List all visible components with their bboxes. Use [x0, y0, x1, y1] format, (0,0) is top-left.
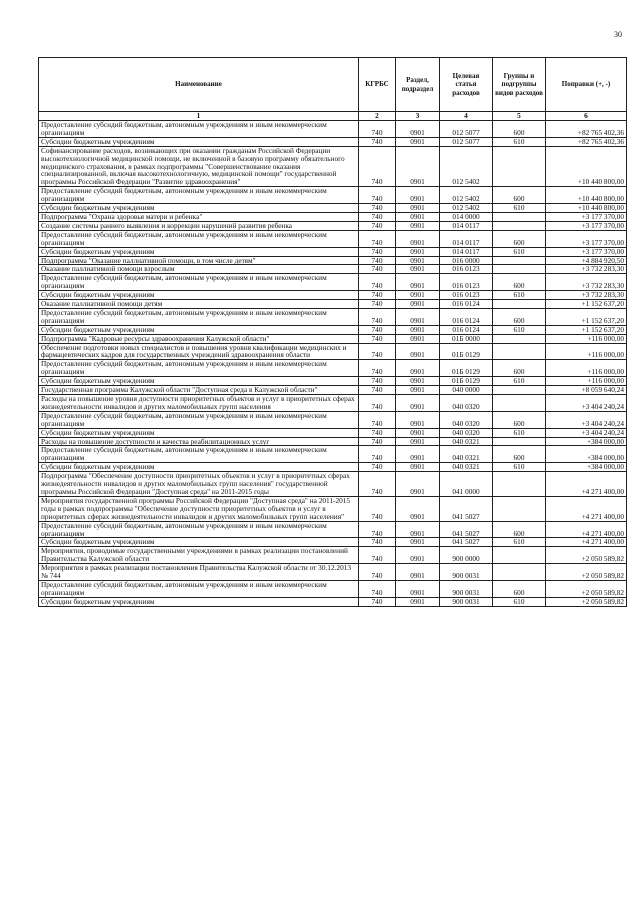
row-vr: 600: [493, 308, 546, 325]
row-razdel: 0901: [396, 247, 440, 256]
row-vr: [493, 496, 546, 521]
row-name: Субсидии бюджетным учреждениям: [39, 291, 359, 300]
row-amount: +116 000,00: [546, 343, 627, 360]
row-kgrbs: 740: [359, 472, 396, 497]
row-name: Субсидии бюджетным учреждениям: [39, 325, 359, 334]
row-kgrbs: 740: [359, 247, 396, 256]
row-amount: +3 177 370,00: [546, 247, 627, 256]
header-row: [39, 58, 627, 112]
row-name: Мероприятия государственной программы Российской Федерации "Доступная среда" на 2011-2015 годы в рамках подпрограммы "Обеспечение доступности приоритетных объектов и услуг в приоритетных сферах жизнедеятельности инвалидов и других маломобильных групп населения": [39, 496, 359, 521]
row-amount: +2 050 589,82: [546, 547, 627, 564]
row-vr: 610: [493, 538, 546, 547]
row-amount: +3 404 240,24: [546, 428, 627, 437]
table-row: [39, 446, 627, 463]
column-number: 4: [440, 112, 493, 121]
row-razdel: 0901: [396, 564, 440, 581]
row-razdel: 0901: [396, 187, 440, 204]
row-razdel: 0901: [396, 121, 440, 138]
row-csr: 900 0031: [440, 580, 493, 597]
row-name: Создание системы раннего выявления и коррекции нарушений развития ребенка: [39, 221, 359, 230]
row-csr: 012 5402: [440, 146, 493, 187]
row-name: Субсидии бюджетным учреждениям: [39, 377, 359, 386]
table-row: [39, 597, 627, 606]
table-row: [39, 386, 627, 395]
row-kgrbs: 740: [359, 204, 396, 213]
row-razdel: 0901: [396, 472, 440, 497]
row-vr: [493, 334, 546, 343]
row-vr: [493, 300, 546, 309]
row-kgrbs: 740: [359, 291, 396, 300]
table-row: [39, 187, 627, 204]
row-name: Мероприятия, проводимые государственными учреждениями в рамках реализации постановлений Правительства Калужской области: [39, 547, 359, 564]
row-amount: +4 271 400,00: [546, 538, 627, 547]
row-csr: 040 0321: [440, 463, 493, 472]
row-csr: 040 0321: [440, 446, 493, 463]
row-vr: 610: [493, 377, 546, 386]
header-razdel: Раздел, подраздел: [396, 58, 440, 112]
row-razdel: 0901: [396, 521, 440, 538]
row-name: Субсидии бюджетным учреждениям: [39, 597, 359, 606]
row-razdel: 0901: [396, 308, 440, 325]
row-name: Оказание паллиативной помощи взрослым: [39, 265, 359, 274]
row-amount: +3 732 283,30: [546, 291, 627, 300]
row-kgrbs: 740: [359, 547, 396, 564]
table-row: [39, 538, 627, 547]
row-razdel: 0901: [396, 204, 440, 213]
row-vr: [493, 564, 546, 581]
column-number: 2: [359, 112, 396, 121]
table-row: [39, 343, 627, 360]
row-csr: 041 5027: [440, 521, 493, 538]
row-csr: 040 0000: [440, 386, 493, 395]
row-amount: +3 404 240,24: [546, 411, 627, 428]
row-vr: [493, 146, 546, 187]
row-vr: 600: [493, 121, 546, 138]
row-csr: 040 0320: [440, 428, 493, 437]
table-row: [39, 121, 627, 138]
row-amount: +2 050 589,82: [546, 564, 627, 581]
row-razdel: 0901: [396, 343, 440, 360]
row-vr: [493, 547, 546, 564]
row-csr: 040 0320: [440, 395, 493, 412]
column-number: 6: [546, 112, 627, 121]
table-row: [39, 308, 627, 325]
row-csr: 016 0124: [440, 300, 493, 309]
row-name: Оказание паллиативной помощи детям: [39, 300, 359, 309]
row-kgrbs: 740: [359, 395, 396, 412]
row-kgrbs: 740: [359, 256, 396, 265]
table-row: [39, 395, 627, 412]
table-row: [39, 146, 627, 187]
row-csr: 900 0031: [440, 597, 493, 606]
row-kgrbs: 740: [359, 137, 396, 146]
row-amount: +116 000,00: [546, 377, 627, 386]
row-name: Предоставление субсидий бюджетным, автономным учреждениям и иным некоммерческим организациям: [39, 521, 359, 538]
header-amount: Поправки (+, -): [546, 58, 627, 112]
table-row: [39, 325, 627, 334]
row-kgrbs: 740: [359, 308, 396, 325]
row-vr: 610: [493, 291, 546, 300]
row-razdel: 0901: [396, 146, 440, 187]
row-csr: 900 0031: [440, 564, 493, 581]
row-csr: 016 0123: [440, 274, 493, 291]
row-csr: 041 5027: [440, 538, 493, 547]
table-row: [39, 580, 627, 597]
row-vr: 610: [493, 325, 546, 334]
page-number: 30: [614, 30, 622, 39]
row-name: Субсидии бюджетным учреждениям: [39, 428, 359, 437]
row-razdel: 0901: [396, 137, 440, 146]
row-vr: [493, 395, 546, 412]
row-amount: +1 152 637,20: [546, 308, 627, 325]
row-kgrbs: 740: [359, 463, 396, 472]
row-kgrbs: 740: [359, 564, 396, 581]
row-amount: +10 440 800,00: [546, 204, 627, 213]
row-name: Софинансирование расходов, возникающих при оказании гражданам Российской Федерации высокотехнологичной медицинской помощи, не включенной в базовую программу обязательного медицинского страхования, в рамках подпрограммы "Совершенствование оказания специализированной, включая высокотехнологичную, медицинской помощи" государственной программы Российской Федерации "Развитие здравоохранения": [39, 146, 359, 187]
row-csr: 012 5402: [440, 187, 493, 204]
row-name: Субсидии бюджетным учреждениям: [39, 247, 359, 256]
row-razdel: 0901: [396, 377, 440, 386]
row-vr: 600: [493, 274, 546, 291]
row-vr: 600: [493, 521, 546, 538]
header-vr: Группы и подгруппы видов расходов: [493, 58, 546, 112]
row-name: Подпрограмма "Кадровые ресурсы здравоохранения Калужской области": [39, 334, 359, 343]
row-name: Подпрограмма "Обеспечение доступности приоритетных объектов и услуг в приоритетных сферах жизнедеятельности инвалидов и других маломобильных групп населения" государственной программы Российской Федерации "Доступная среда" на 2011-2015 годы: [39, 472, 359, 497]
row-amount: +8 059 640,24: [546, 386, 627, 395]
row-kgrbs: 740: [359, 212, 396, 221]
row-vr: [493, 265, 546, 274]
row-amount: +82 765 402,36: [546, 121, 627, 138]
row-kgrbs: 740: [359, 343, 396, 360]
row-vr: [493, 437, 546, 446]
table-row: [39, 334, 627, 343]
row-amount: +4 271 400,00: [546, 496, 627, 521]
column-number-row: [39, 112, 627, 121]
row-csr: 016 0123: [440, 265, 493, 274]
row-vr: [493, 472, 546, 497]
row-vr: 610: [493, 137, 546, 146]
row-name: Предоставление субсидий бюджетным, автономным учреждениям и иным некоммерческим организациям: [39, 446, 359, 463]
table-row: [39, 230, 627, 247]
row-csr: 01Б 0129: [440, 377, 493, 386]
row-amount: +3 177 370,00: [546, 221, 627, 230]
row-amount: +1 152 637,20: [546, 325, 627, 334]
row-amount: +3 732 283,30: [546, 265, 627, 274]
row-csr: 900 0000: [440, 547, 493, 564]
row-kgrbs: 740: [359, 230, 396, 247]
row-kgrbs: 740: [359, 521, 396, 538]
row-amount: +3 732 283,30: [546, 274, 627, 291]
row-kgrbs: 740: [359, 377, 396, 386]
row-name: Субсидии бюджетным учреждениям: [39, 538, 359, 547]
row-csr: 012 5077: [440, 137, 493, 146]
row-amount: +3 177 370,00: [546, 230, 627, 247]
row-amount: +116 000,00: [546, 360, 627, 377]
row-csr: 016 0124: [440, 325, 493, 334]
row-kgrbs: 740: [359, 146, 396, 187]
row-razdel: 0901: [396, 446, 440, 463]
row-kgrbs: 740: [359, 274, 396, 291]
row-amount: +4 271 400,00: [546, 472, 627, 497]
row-razdel: 0901: [396, 325, 440, 334]
row-amount: +10 440 800,00: [546, 146, 627, 187]
row-kgrbs: 740: [359, 496, 396, 521]
row-vr: [493, 256, 546, 265]
row-name: Предоставление субсидий бюджетным, автономным учреждениям и иным некоммерческим организациям: [39, 121, 359, 138]
row-amount: +384 000,00: [546, 437, 627, 446]
header-kgrbs: КГРБС: [359, 58, 396, 112]
row-amount: +4 884 920,50: [546, 256, 627, 265]
row-kgrbs: 740: [359, 538, 396, 547]
row-razdel: 0901: [396, 428, 440, 437]
row-csr: 014 0117: [440, 230, 493, 247]
row-razdel: 0901: [396, 538, 440, 547]
table-row: [39, 204, 627, 213]
row-amount: +4 271 400,00: [546, 521, 627, 538]
row-vr: [493, 221, 546, 230]
row-razdel: 0901: [396, 360, 440, 377]
column-number: 1: [39, 112, 359, 121]
row-csr: 016 0124: [440, 308, 493, 325]
row-name: Подпрограмма "Оказание паллиативной помощи, в том числе детям": [39, 256, 359, 265]
header-csr: Целевая статья расходов: [440, 58, 493, 112]
row-razdel: 0901: [396, 256, 440, 265]
row-name: Расходы на повышение уровня доступности приоритетных объектов и услуг в приоритетных сферах жизнедеятельности инвалидов и других маломобильных групп населения: [39, 395, 359, 412]
table-row: [39, 428, 627, 437]
row-kgrbs: 740: [359, 597, 396, 606]
row-name: Предоставление субсидий бюджетным, автономным учреждениям и иным некоммерческим организациям: [39, 360, 359, 377]
row-csr: 040 0320: [440, 411, 493, 428]
row-razdel: 0901: [396, 395, 440, 412]
row-razdel: 0901: [396, 265, 440, 274]
row-csr: 01Б 0129: [440, 343, 493, 360]
table-row: [39, 377, 627, 386]
row-name: Предоставление субсидий бюджетным, автономным учреждениям и иным некоммерческим организациям: [39, 274, 359, 291]
row-csr: 041 0000: [440, 472, 493, 497]
row-vr: 600: [493, 446, 546, 463]
row-csr: 01Б 0000: [440, 334, 493, 343]
row-vr: 600: [493, 360, 546, 377]
row-csr: 014 0117: [440, 247, 493, 256]
row-kgrbs: 740: [359, 411, 396, 428]
table-row: [39, 256, 627, 265]
row-csr: 014 0000: [440, 212, 493, 221]
row-name: Субсидии бюджетным учреждениям: [39, 463, 359, 472]
row-razdel: 0901: [396, 334, 440, 343]
row-csr: 040 0321: [440, 437, 493, 446]
row-kgrbs: 740: [359, 325, 396, 334]
column-number: 5: [493, 112, 546, 121]
row-razdel: 0901: [396, 300, 440, 309]
row-name: Субсидии бюджетным учреждениям: [39, 204, 359, 213]
row-name: Предоставление субсидий бюджетным, автономным учреждениям и иным некоммерческим организациям: [39, 580, 359, 597]
row-kgrbs: 740: [359, 446, 396, 463]
table-row: [39, 472, 627, 497]
table-row: [39, 137, 627, 146]
row-razdel: 0901: [396, 274, 440, 291]
row-name: Мероприятия в рамках реализации постановления Правительства Калужской области от 30.12.2013 № 744: [39, 564, 359, 581]
row-name: Предоставление субсидий бюджетным, автономным учреждениям и иным некоммерческим организациям: [39, 411, 359, 428]
row-amount: +82 765 402,36: [546, 137, 627, 146]
table-row: [39, 274, 627, 291]
row-razdel: 0901: [396, 386, 440, 395]
row-amount: +2 050 589,82: [546, 580, 627, 597]
table-row: [39, 411, 627, 428]
row-razdel: 0901: [396, 463, 440, 472]
row-vr: 610: [493, 463, 546, 472]
row-razdel: 0901: [396, 580, 440, 597]
row-vr: 610: [493, 428, 546, 437]
row-vr: 610: [493, 204, 546, 213]
table-row: [39, 300, 627, 309]
row-kgrbs: 740: [359, 334, 396, 343]
table-row: [39, 221, 627, 230]
row-razdel: 0901: [396, 437, 440, 446]
row-vr: 610: [493, 247, 546, 256]
row-name: Предоставление субсидий бюджетным, автономным учреждениям и иным некоммерческим организациям: [39, 187, 359, 204]
header-name: Наименование: [39, 58, 359, 112]
row-vr: 600: [493, 580, 546, 597]
row-amount: +10 440 800,00: [546, 187, 627, 204]
row-name: Обеспечение подготовки новых специалистов и повышения уровня квалификации медицинских и фармацевтических кадров для государственных учреждений здравоохранения области: [39, 343, 359, 360]
row-razdel: 0901: [396, 496, 440, 521]
row-name: Предоставление субсидий бюджетным, автономным учреждениям и иным некоммерческим организациям: [39, 308, 359, 325]
row-kgrbs: 740: [359, 386, 396, 395]
table-row: [39, 496, 627, 521]
row-vr: 600: [493, 187, 546, 204]
row-kgrbs: 740: [359, 187, 396, 204]
row-kgrbs: 740: [359, 437, 396, 446]
row-vr: [493, 343, 546, 360]
row-kgrbs: 740: [359, 360, 396, 377]
column-number: 3: [396, 112, 440, 121]
row-name: Предоставление субсидий бюджетным, автономным учреждениям и иным некоммерческим организациям: [39, 230, 359, 247]
row-razdel: 0901: [396, 597, 440, 606]
row-csr: 041 5027: [440, 496, 493, 521]
row-kgrbs: 740: [359, 265, 396, 274]
row-csr: 016 0000: [440, 256, 493, 265]
table-row: [39, 437, 627, 446]
budget-table: [38, 57, 627, 607]
row-vr: [493, 212, 546, 221]
row-kgrbs: 740: [359, 221, 396, 230]
row-vr: [493, 386, 546, 395]
table-row: [39, 247, 627, 256]
row-amount: +116 000,00: [546, 334, 627, 343]
table-row: [39, 291, 627, 300]
row-vr: 610: [493, 597, 546, 606]
row-amount: +3 404 240,24: [546, 395, 627, 412]
row-name: Государственная программа Калужской области "Доступная среда в Калужской области": [39, 386, 359, 395]
table-row: [39, 212, 627, 221]
row-razdel: 0901: [396, 221, 440, 230]
row-razdel: 0901: [396, 411, 440, 428]
row-vr: 600: [493, 411, 546, 428]
row-csr: 012 5077: [440, 121, 493, 138]
row-amount: +384 000,00: [546, 463, 627, 472]
row-razdel: 0901: [396, 291, 440, 300]
table-row: [39, 547, 627, 564]
row-kgrbs: 740: [359, 300, 396, 309]
row-razdel: 0901: [396, 212, 440, 221]
table-row: [39, 564, 627, 581]
row-kgrbs: 740: [359, 428, 396, 437]
row-razdel: 0901: [396, 547, 440, 564]
row-vr: 600: [493, 230, 546, 247]
row-amount: +3 177 370,00: [546, 212, 627, 221]
row-amount: +384 000,00: [546, 446, 627, 463]
table-row: [39, 360, 627, 377]
row-csr: 01Б 0129: [440, 360, 493, 377]
row-kgrbs: 740: [359, 580, 396, 597]
row-csr: 014 0117: [440, 221, 493, 230]
row-name: Подпрограмма "Охрана здоровья матери и ребенка": [39, 212, 359, 221]
table-row: [39, 521, 627, 538]
row-csr: 012 5402: [440, 204, 493, 213]
row-csr: 016 0123: [440, 291, 493, 300]
row-name: Субсидии бюджетным учреждениям: [39, 137, 359, 146]
table-row: [39, 265, 627, 274]
row-name: Расходы на повышение доступности и качества реабилитационных услуг: [39, 437, 359, 446]
row-amount: +2 050 589,82: [546, 597, 627, 606]
table-row: [39, 463, 627, 472]
row-kgrbs: 740: [359, 121, 396, 138]
row-amount: +1 152 637,20: [546, 300, 627, 309]
row-razdel: 0901: [396, 230, 440, 247]
